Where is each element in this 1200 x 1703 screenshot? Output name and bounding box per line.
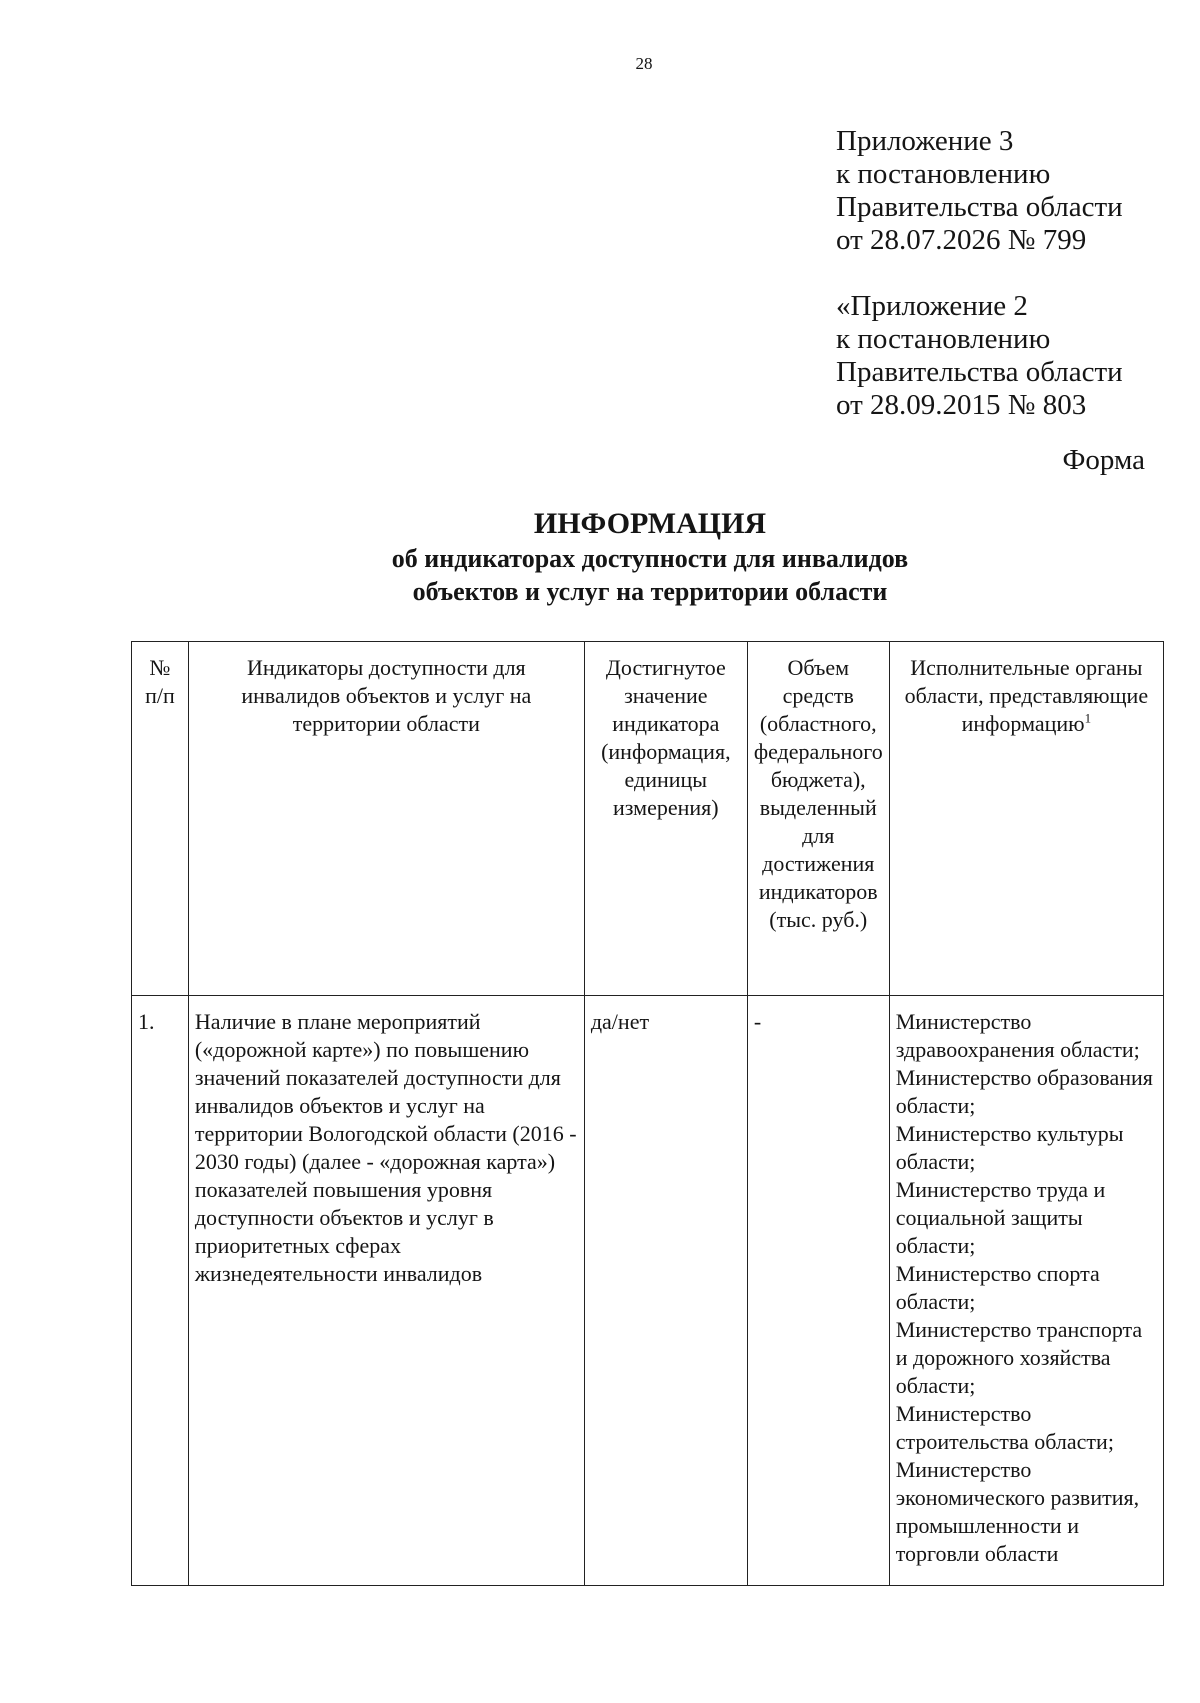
approval-previous-line1: «Приложение 2 <box>836 290 1028 322</box>
approval-current-line2: к постановлению <box>836 158 1051 190</box>
header-bodies-text: Исполнительные органы области, представляющие информацию <box>904 655 1149 736</box>
form-label: Форма <box>1062 444 1145 476</box>
approval-current-line4: от 28.07.2026 № 799 <box>836 224 1087 256</box>
approval-current-line1: Приложение 3 <box>836 125 1014 157</box>
approval-current <box>836 125 1123 257</box>
row-bodies <box>889 996 1163 1586</box>
row-value: да/нет <box>584 996 747 1586</box>
list-item: Министерство транспорта и дорожного хозяйства области; <box>895 1317 1143 1398</box>
approval-current-line3: Правительства области <box>836 191 1123 223</box>
list-item: Министерство культуры области; <box>895 1121 1124 1174</box>
row-indicator: Наличие в плане мероприятий («дорожной карте») по повышению значений показателей доступности для инвалидов объектов и услуг на территории Вологодской области (2016 - 2030 годы) (далее - «дорожная карта») показателей повышения уровня доступности объектов и услуг в приоритетных сферах жизнедеятельности инвалидов <box>188 996 584 1586</box>
header-volume: Объем средств (областного, федерального бюджета), выделенный для достижения индикаторов (тыс. руб.) <box>747 642 889 996</box>
list-item: Министерство спорта области; <box>895 1261 1100 1314</box>
approval-previous-line3: Правительства области <box>836 356 1123 388</box>
title-line3: объектов и услуг на территории области <box>412 577 888 606</box>
header-indicator: Индикаторы доступности для инвалидов объектов и услуг на территории области <box>188 642 584 996</box>
list-item: Министерство здравоохранения области; <box>895 1009 1140 1062</box>
header-bodies <box>889 642 1163 996</box>
title-main: ИНФОРМАЦИЯ <box>533 507 767 540</box>
row-volume: - <box>747 996 889 1586</box>
title-line2: об индикаторах доступности для инвалидов <box>391 544 909 573</box>
page-number: 28 <box>635 54 653 73</box>
list-item: Министерство образования области; <box>895 1065 1153 1118</box>
header-num: № п/п <box>132 642 189 996</box>
table-row <box>132 996 1164 1586</box>
approval-previous-line2: к постановлению <box>836 323 1051 355</box>
indicators-table <box>131 641 1164 1586</box>
header-value: Достигнутое значение индикатора (информация, единицы измерения) <box>584 642 747 996</box>
table-header-row <box>132 642 1164 996</box>
approval-previous <box>836 290 1123 422</box>
document-title <box>250 506 1050 608</box>
list-item: Министерство экономического развития, промышленности и торговли области <box>895 1457 1140 1566</box>
approval-previous-line4: от 28.09.2015 № 803 <box>836 389 1087 421</box>
footnote-marker: 1 <box>1084 710 1092 726</box>
list-item: Министерство строительства области; <box>895 1401 1114 1454</box>
list-item: Министерство труда и социальной защиты области; <box>895 1177 1106 1258</box>
row-num: 1. <box>132 996 189 1586</box>
